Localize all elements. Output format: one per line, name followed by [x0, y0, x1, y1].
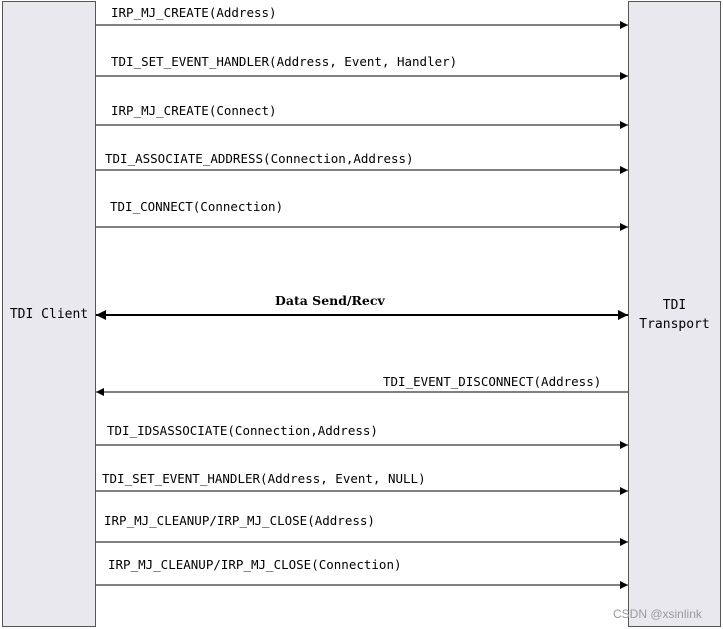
message-label-data-send-recv: Data Send/Recv: [275, 293, 385, 308]
message-label-cleanup-close-address: IRP_MJ_CLEANUP/IRP_MJ_CLOSE(Address): [104, 513, 375, 528]
message-label-irp-create-connect: IRP_MJ_CREATE(Connect): [111, 103, 277, 118]
message-label-set-event-handler-null: TDI_SET_EVENT_HANDLER(Address, Event, NULL): [102, 471, 426, 486]
message-label-idsassociate: TDI_IDSASSOCIATE(Connection,Address): [107, 423, 378, 438]
message-label-set-event-handler: TDI_SET_EVENT_HANDLER(Address, Event, Handler): [111, 54, 458, 69]
message-label-associate-address: TDI_ASSOCIATE_ADDRESS(Connection,Address): [105, 151, 414, 166]
message-label-tdi-connect: TDI_CONNECT(Connection): [110, 199, 284, 214]
message-label-irp-create-address: IRP_MJ_CREATE(Address): [111, 5, 277, 20]
tdi-transport-label-line2: Transport: [639, 317, 710, 332]
message-label-event-disconnect: TDI_EVENT_DISCONNECT(Address): [383, 374, 602, 389]
message-label-cleanup-close-connection: IRP_MJ_CLEANUP/IRP_MJ_CLOSE(Connection): [108, 557, 402, 572]
tdi-transport-label-line1: TDI: [662, 298, 687, 313]
tdi-client-label: TDI Client: [9, 307, 89, 322]
watermark: CSDN @xsinlink: [613, 607, 702, 621]
